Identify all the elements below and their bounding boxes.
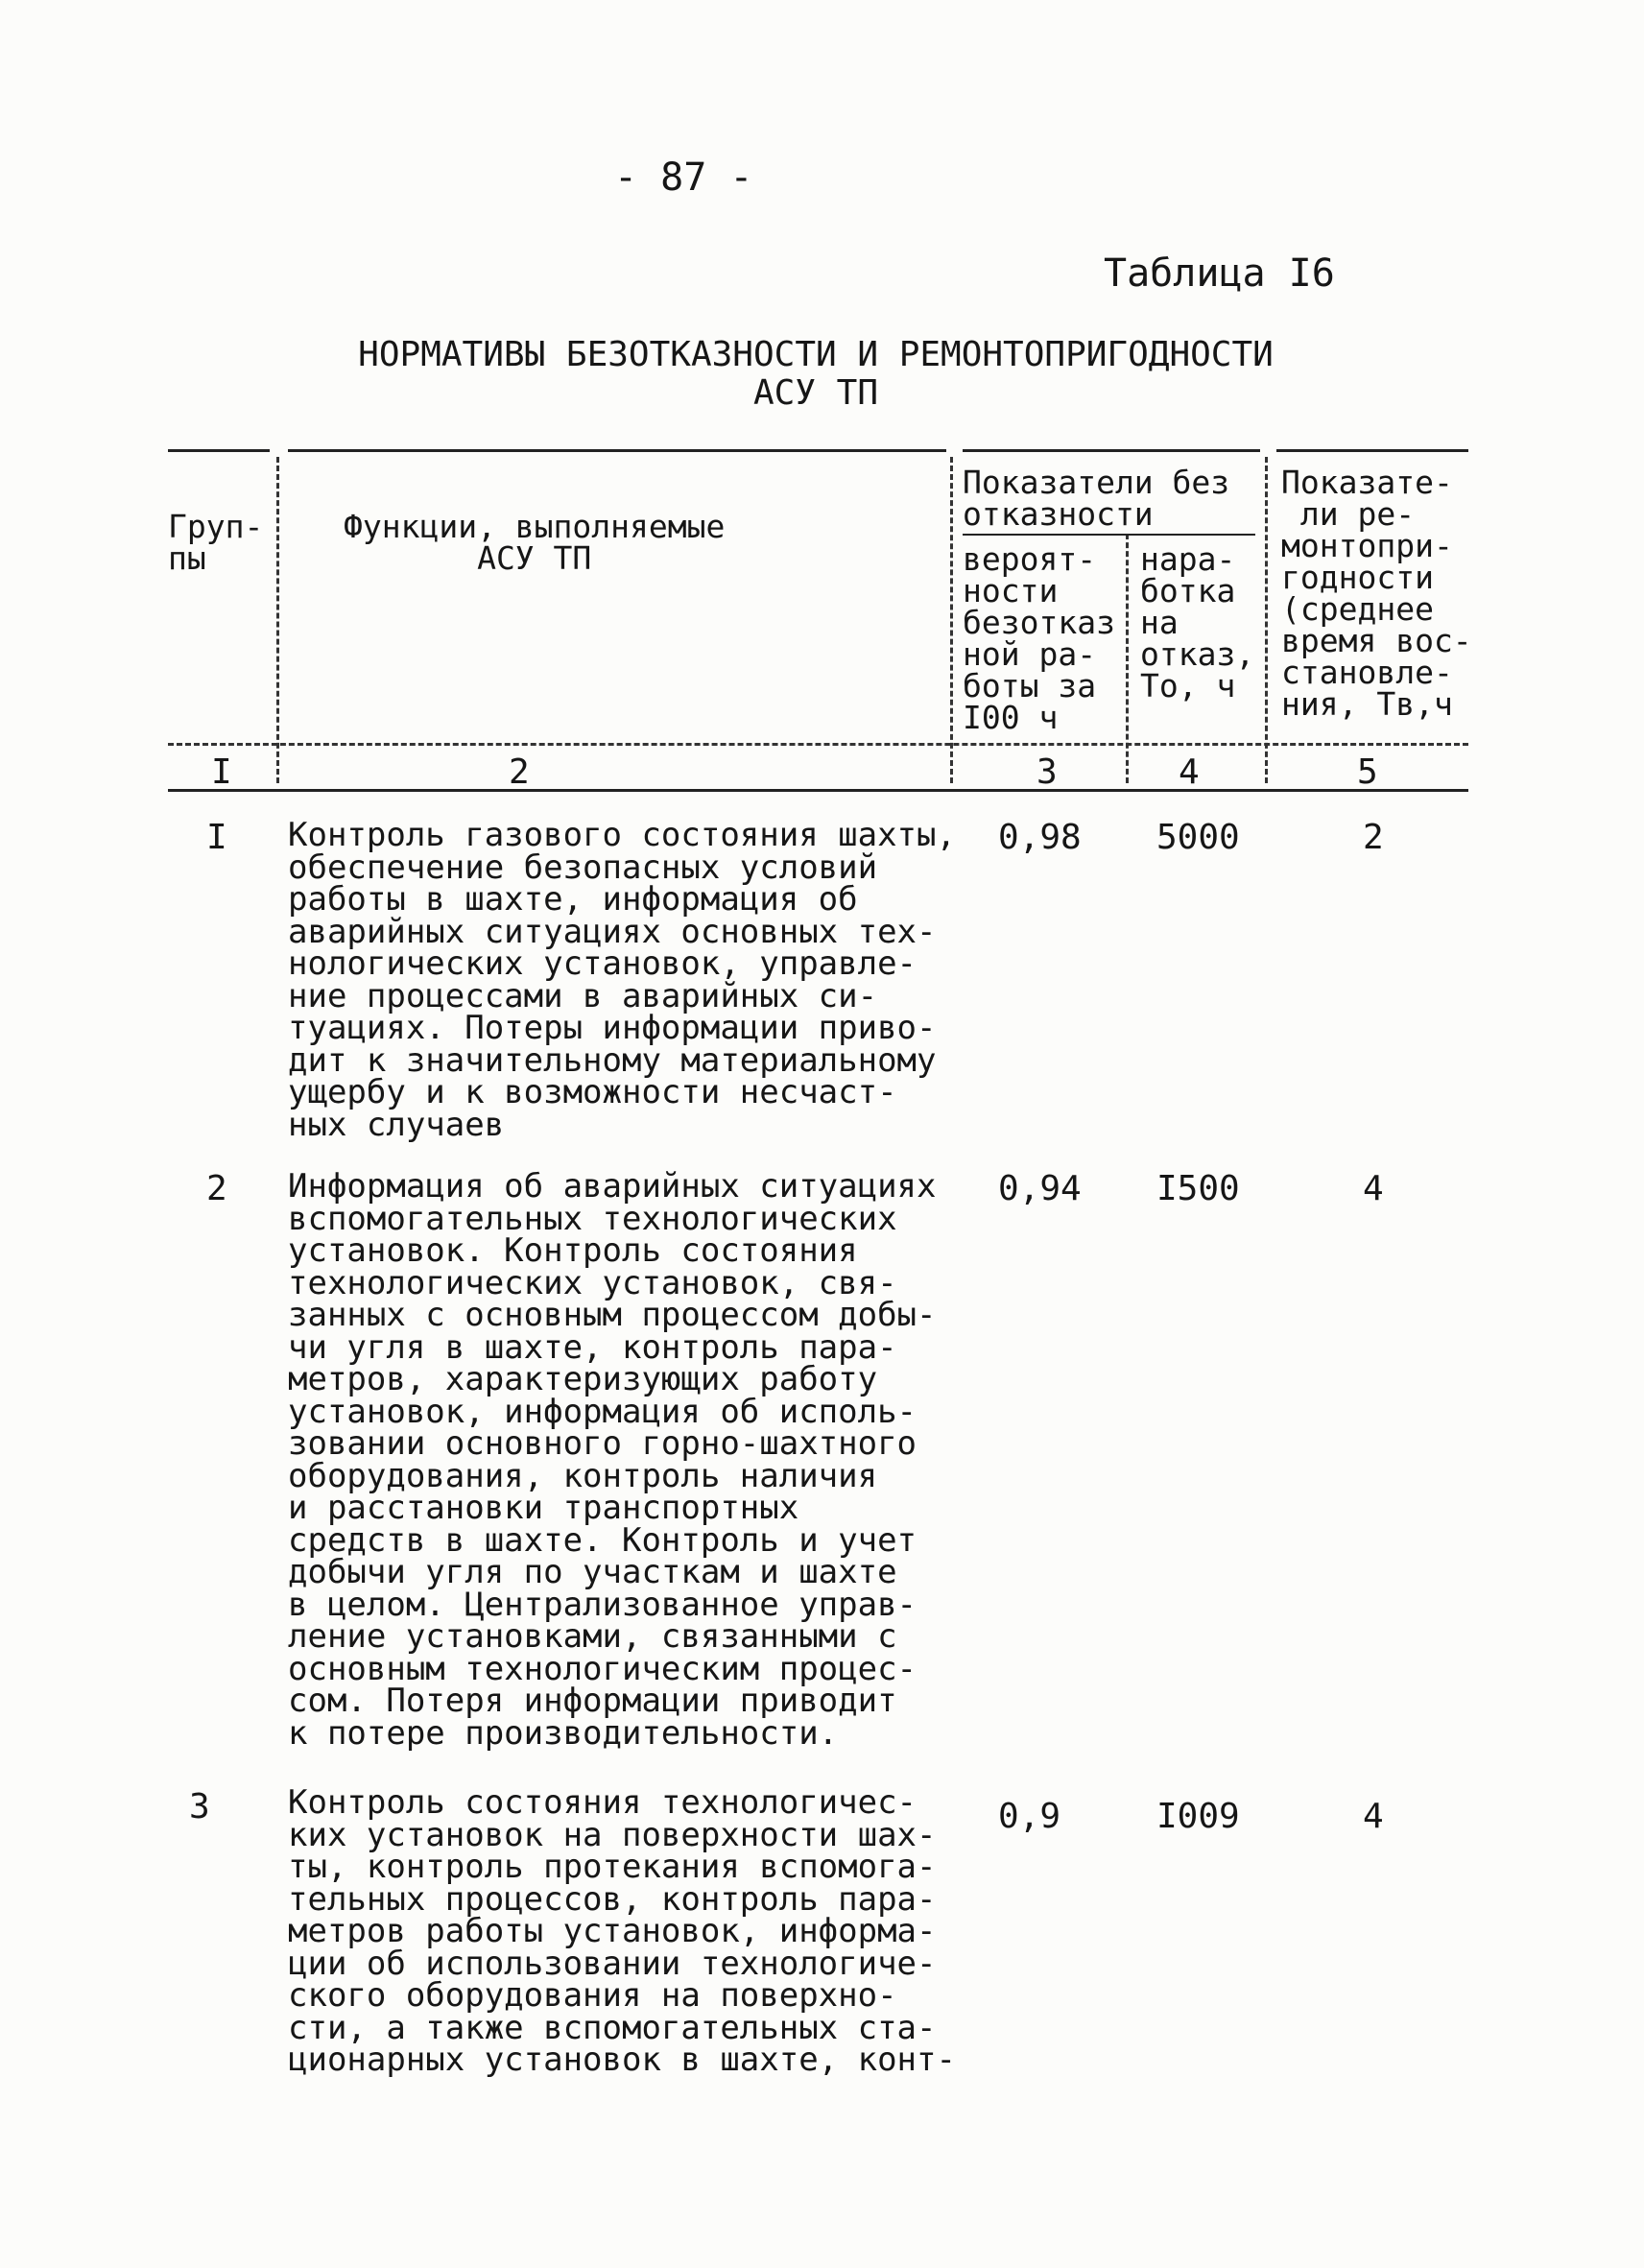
row-function: Информация об аварийных ситуациях вспомогательных технологических установок. Контроль состояния технологических установок, свя- занных с основным процессом добы- чи угля в шахте, контроль пара- метров, характеризующих работу установок, информация об исполь- зовании основного горно-шахтного оборудования, контроль наличия и расстановки транспортных средств в шахте. Контроль и учет добычи угля по участкам и шахте в целом. Централизованное управ- ление установками, связанными с основным технологическим процес- сом. Потеря информации приводит к потере производительности. <box>288 1167 937 1753</box>
column-number-2: 2 <box>509 752 530 792</box>
column-number-3: 3 <box>1036 752 1058 792</box>
table-title <box>288 336 1344 413</box>
row-probability: 0,9 <box>998 1797 1061 1836</box>
row-mtbf: 5000 <box>1156 818 1240 857</box>
header-separator <box>950 457 953 783</box>
row-function: Контроль газового состояния шахты, обеспечение безопасных условий работы в шахте, информация об аварийных ситуациях основных тех- нологических установок, управле- ние процессами в аварийных си- туациях. Потеры информации приво- дит к значительному материальному ущербу и к возможности несчаст- ных случаев <box>288 816 956 1144</box>
header-top-rule <box>1276 449 1468 452</box>
row-group: I <box>206 818 227 857</box>
column-number-5: 5 <box>1357 752 1378 792</box>
page-number: - 87 - <box>614 155 753 200</box>
group-underline <box>963 534 1255 536</box>
header-reliability-group: Показатели без отказности <box>963 464 1230 533</box>
table-number: Таблица I6 <box>1104 251 1335 296</box>
header-bottom-rule <box>168 789 1468 792</box>
row-group: 2 <box>206 1169 227 1208</box>
header-probability: вероят- ности безотказ ной ра- боты за I00 ч <box>963 540 1115 736</box>
header-functions: Функции, выполняемые АСУ ТП <box>344 508 726 577</box>
row-probability: 0,94 <box>998 1169 1082 1208</box>
title-line-1: НОРМАТИВЫ БЕЗОТКАЗНОСТИ И РЕМОНТОПРИГОДНОСТИ <box>358 335 1274 374</box>
header-top-rule <box>288 449 946 452</box>
header-top-rule <box>168 449 270 452</box>
header-separator <box>1265 457 1268 783</box>
header-mtbf: нара- ботка на отказ, То, ч <box>1140 540 1255 704</box>
header-top-rule <box>963 449 1260 452</box>
header-dashed-rule <box>168 743 1468 746</box>
row-restore-time: 4 <box>1363 1797 1384 1836</box>
header-separator <box>1126 534 1129 783</box>
title-line-2: АСУ ТП <box>752 373 879 413</box>
column-number-1: I <box>211 752 232 792</box>
header-maintainability: Показате- ли ре- монтопри- годности (среднее время вос- становле- ния, Тв,ч <box>1281 464 1472 723</box>
row-mtbf: I009 <box>1156 1797 1240 1836</box>
header-separator <box>276 457 279 783</box>
header-groups: Груп- пы <box>168 508 264 577</box>
row-restore-time: 2 <box>1363 818 1384 857</box>
row-group: 3 <box>189 1787 210 1826</box>
row-restore-time: 4 <box>1363 1169 1384 1208</box>
row-function: Контроль состояния технологичес- ких установок на поверхности шах- ты, контроль протекания вспомога- тельных процессов, контроль пара- метров работы установок, информа- ции об использовании технологиче- ского оборудования на поверхно- сти, а также вспомогательных ста- ционарных установок в шахте, конт- <box>288 1783 956 2079</box>
row-mtbf: I500 <box>1156 1169 1240 1208</box>
column-number-4: 4 <box>1179 752 1200 792</box>
row-probability: 0,98 <box>998 818 1082 857</box>
